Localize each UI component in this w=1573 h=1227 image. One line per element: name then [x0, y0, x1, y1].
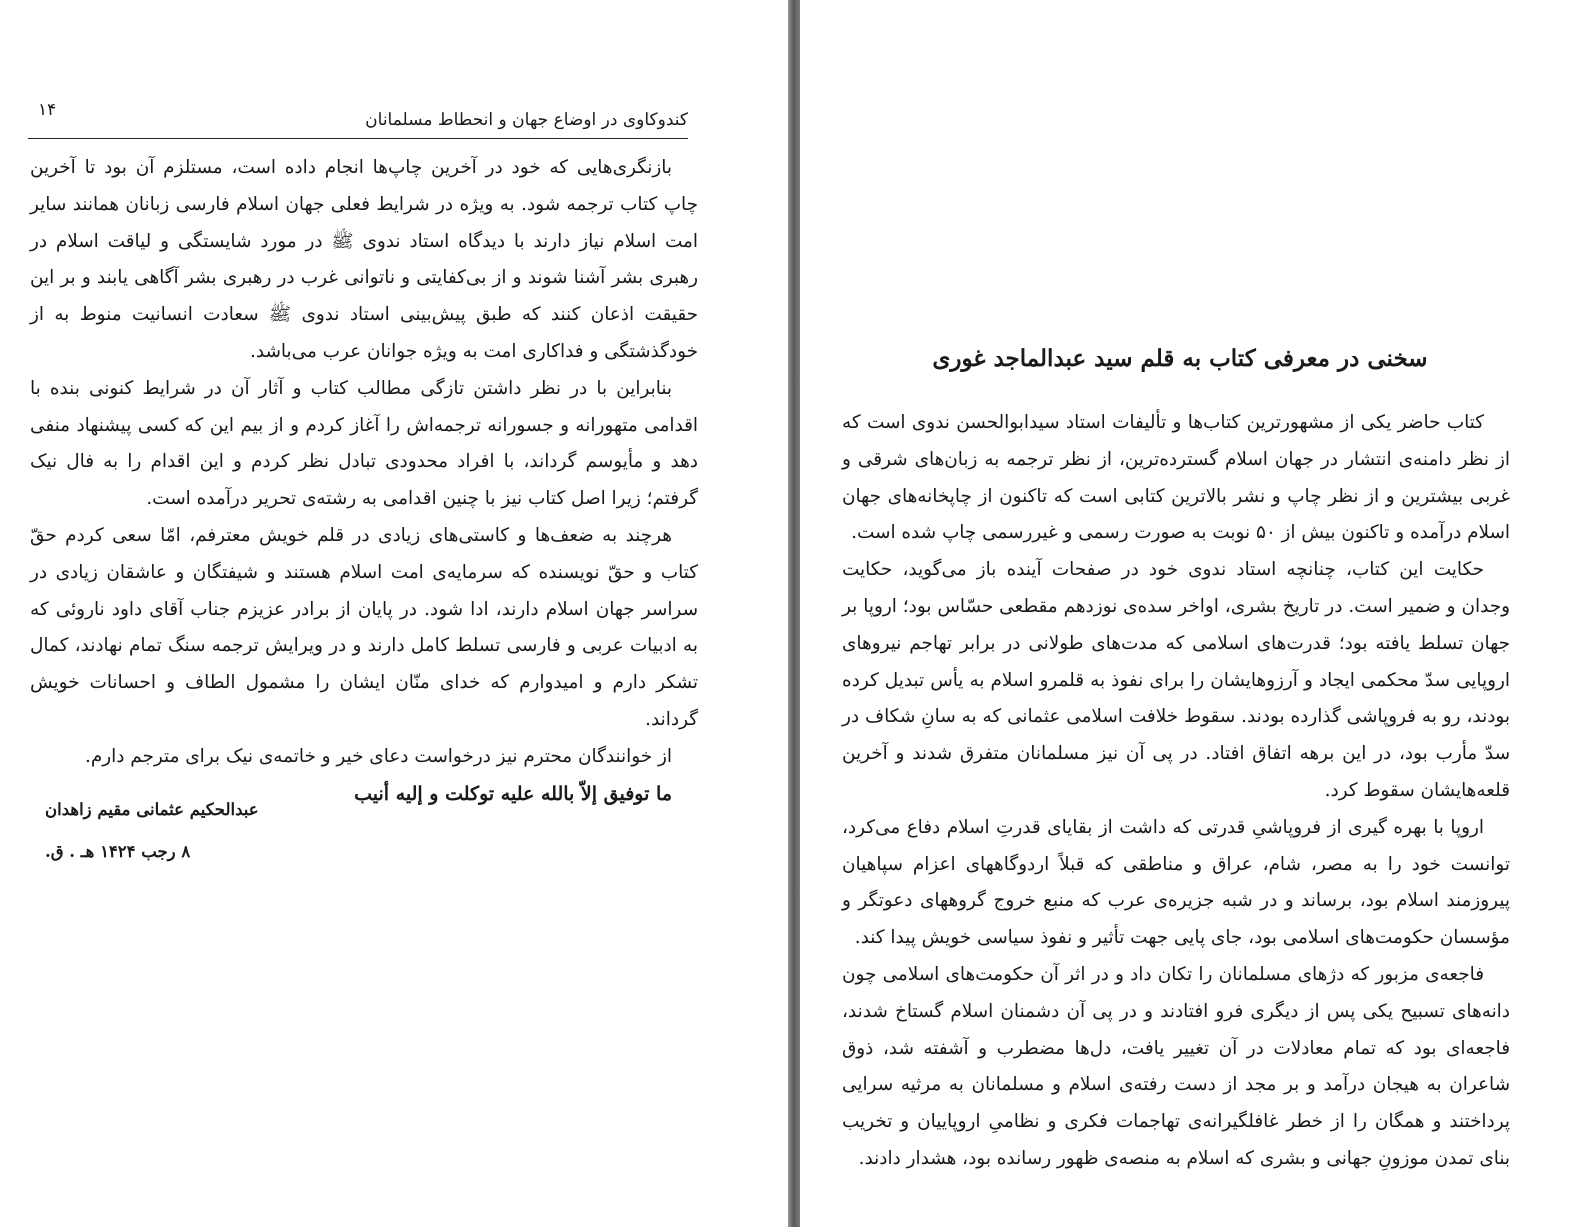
right-body-text — [842, 405, 1510, 1178]
running-title: کندوکاوی در اوضاع جهان و انحطاط مسلمانان — [365, 110, 688, 130]
paragraph: اروپا با بهره گیری از فروپاشیِ قدرتی که داشت از بقایای قدرتِ اسلام دفاع می‌کرد، توانست خود را به مصر، شام، عراق و مناطقی که قبلاً اردوگاههای اعزام سپاهیان پیروزمند اسلام بود، برساند و در شبه جزیره‌ی عرب که منبع خروج گروههای دعوتگر و مؤسسان حکومت‌های اسلامی بود، جای پایی جهت تأثیر و نفوذ سیاسی خویش پیدا کند. — [842, 816, 1510, 949]
paragraph: بنابراین با در نظر داشتن تازگی مطالب کتاب و آثار آن در شرایط کنونی بنده با اقدامی متهورانه و جسورانه ترجمه‌اش را آغاز کردم و از بیم این که کسی پیشنهاد منفی دهد و مأیوسم گرداند، با افراد محدودی تبادل نظر کردم و این اقدام را به فال نیک گرفتم؛ زیرا اصل کتاب نیز با چنین اقدامی به رشته‌ی تحریر درآمده است. — [30, 377, 698, 510]
page-number: ۱۴ — [38, 100, 57, 120]
running-head — [28, 98, 688, 139]
paragraph: کتاب حاضر یکی از مشهورترین کتاب‌ها و تألیفات استاد سیدابوالحسن ندوی است که از نظر دامنه‌ی انتشار در جهان اسلام گسترده‌ترین، از نظر ترجمه به زبان‌های شرقی و غربی بیشترین و از نظر چاپ و نشر بالاترین کتابی است که تاکنون از چاپخانه‌های جهان اسلام درآمده و تاکنون بیش از ۵۰ نوبت به صورت رسمی و غیررسمی چاپ شده است. — [842, 412, 1510, 544]
paragraph: بازنگری‌هایی که خود در آخرین چاپ‌ها انجام داده است، مستلزم آن بود تا آخرین چاپ کتاب ترجمه شود. به ویژه در شرایط فعلی جهان اسلام فارسی زبانان همانند سایر امت اسلام نیاز دارند با دیدگاه استاد ندوی ﷺ در مورد شایستگی و لیاقت اسلام در رهبری بشر آشنا شوند و از بی‌کفایتی و ناتوانی غرب در رهبری بشر آگاهی یابند و بر این حقیقت اذعان کنند که طبق پیش‌بینی استاد ندوی ﷺ سعادت انسانیت منوط به از خودگذشتگی و فداکاری امت به ویژه جوانان عرب می‌باشد. — [30, 157, 698, 362]
paragraph: از خوانندگان محترم نیز درخواست دعای خیر و خاتمه‌ی نیک برای مترجم دارم. — [85, 745, 672, 767]
book-gutter — [788, 0, 800, 1227]
paragraph: هرچند به ضعف‌ها و کاستی‌های زیادی در قلم خویش معترفم، امّا سعی کردم حقّ کتاب و حقّ نویسنده که سرمایه‌ی امت اسلام هستند و شیفتگان و عاشقان زیادی در سراسر جهان اسلام دارند، ادا شود. در پایان از برادر عزیزم جناب آقای داود ناروئی که به ادبیات عربی و فارسی تسلط کامل دارند و در ویرایش ترجمه سنگ تمام نهادند، کمال تشکر دارم و امیدوارم که خدای منّان ایشان را مشمول الطاف و احسانات خویش گرداند. — [30, 524, 698, 730]
left-body-text — [30, 150, 698, 812]
right-page — [800, 0, 1573, 1227]
translation-date: ۸ رجب ۱۴۲۴ هـ . ق. — [45, 842, 191, 861]
section-heading: سخنی در معرفی کتاب به قلم سید عبدالماجد غوری — [932, 345, 1428, 372]
paragraph: حکایت این کتاب، چنانچه استاد ندوی خود در صفحات آینده باز می‌گوید، حکایت وجدان و ضمیر است. در تاریخ بشری، اواخر سده‌ی نوزدهم مقطعی حسّاس بود؛ اروپا بر جهان تسلط یافته بود؛ قدرت‌های اسلامی که مدت‌های طولانی در برابر تهاجم نیروهای اروپایی سدّ محکمی ایجاد و آرزوهایشان را برای نفوذ به قلمرو اسلام به یأس تبدیل کرده بودند، رو به فروپاشی گذارده بودند. سقوط خلافت اسلامی عثمانی که به سانِ شکاف در سدّ مأرب بود، در این برهه اتفاق افتاد. در پی آن نیز مسلمانان متفرق شدند و آخرین قلعه‌هایشان سقوط کرد. — [842, 559, 1510, 801]
translator-name: عبدالحکیم عثمانی مقیم زاهدان — [45, 800, 259, 819]
paragraph: فاجعه‌ی مزبور که دژهای مسلمانان را تکان داد و در اثر آن حکومت‌های اسلامی چون دانه‌های تسبیح یکی پس از دیگری فرو افتادند و در پی آن دشمنان اسلام گستاخ شدند، فاجعه‌ای بود که تمام معادلات در آن تغییر یافت، دل‌ها مضطرب و آشفته شد، ذوق شاعران به هیجان درآمد و بر مجد از دست رفته‌ی اسلام و مسلمانان به مرثیه سرایی پرداختند و همگان را از خطر غافلگیرانه‌ی تهاجمات فکری و نظامیِ اروپاییان و تخریب بنای تمدن موزونِ جهانی و بشری که اسلام به منصه‌ی ظهور رسانده بود، هشدار دادند. — [842, 963, 1510, 1169]
closing-prayer: ما توفیق إلاّ بالله علیه توکلت و إلیه أنیب — [354, 782, 672, 805]
